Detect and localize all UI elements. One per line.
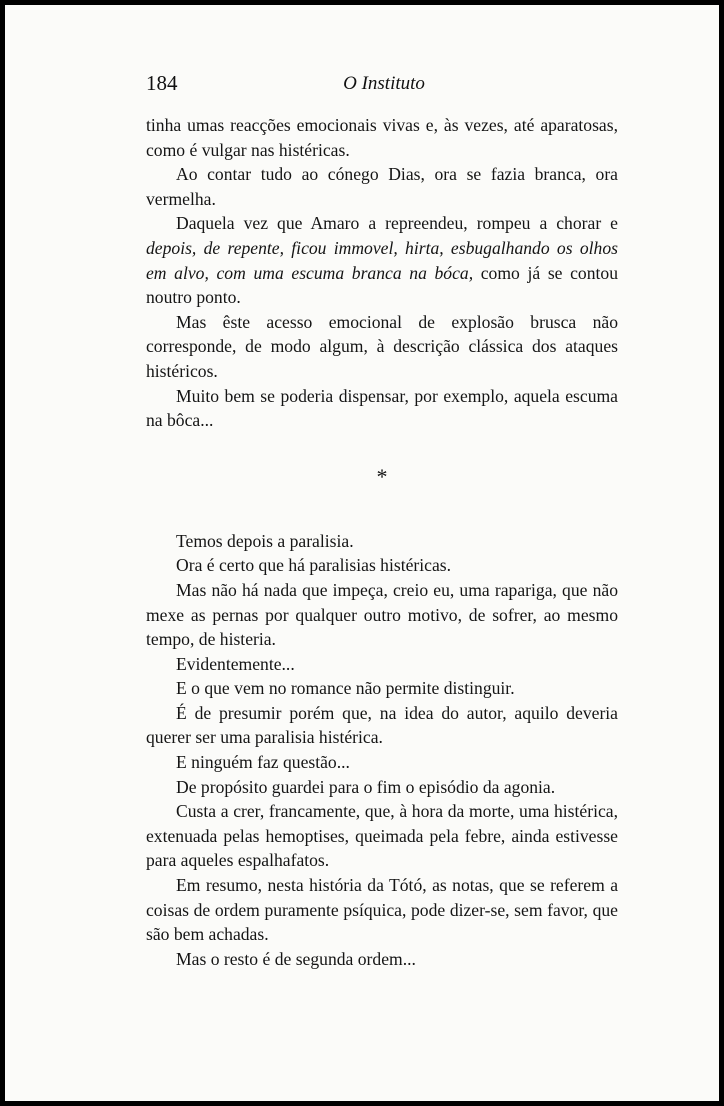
paragraph: De propósito guardei para o fim o episódio da agonia. (176, 776, 556, 797)
paragraph-text: Daquela vez que Amaro a repreendeu, rompeu a chorar e (176, 213, 618, 234)
paragraph: Temos depois a paralisia. (176, 530, 354, 551)
paragraph: É de presumir porém que, na idea do autor, aquilo deveria querer ser uma paralisia histérica. (146, 702, 618, 748)
italic-quote: depois, de repente, ficou immovel, hirta, esbugalhando os olhos em alvo, com uma escuma branca na bóca, (146, 237, 618, 283)
body-text (146, 113, 618, 971)
paragraph: Mas o resto é de segunda ordem... (176, 948, 416, 969)
paragraph: E ninguém faz questão... (176, 752, 350, 773)
paragraph: E o que vem no romance não permite distinguir. (176, 678, 515, 699)
paragraph: Ao contar tudo ao cónego Dias, ora se fazia branca, ora vermelha. (146, 164, 618, 209)
paragraph-text: como já se contou noutro ponto. (146, 262, 618, 308)
paragraph: Muito bem se poderia dispensar, por exemplo, aquela escuma na bôca... (146, 385, 618, 431)
paragraph: Mas êste acesso emocional de explosão brusca não corresponde, de modo algum, à descrição clássica dos ataques histéricos. (146, 311, 618, 381)
paragraph: Custa a crer, francamente, que, à hora da morte, uma histérica, extenuada pelas hemoptises, queimada pela febre, ainda estivesse para aqueles espalhafatos. (146, 801, 618, 871)
running-title: O Instituto (343, 73, 425, 94)
page-header (146, 71, 622, 97)
paragraph: Evidentemente... (176, 653, 295, 674)
page-number: 184 (146, 71, 178, 95)
paragraph: Mas não há nada que impeça, creio eu, uma rapariga, que não mexe as pernas por qualquer outro motivo, de sofrer, ao mesmo tempo, de histeria. (146, 579, 618, 650)
book-page (5, 5, 719, 1101)
paragraph: Em resumo, nesta história da Tótó, as notas, que se referem a coisas de ordem puramente psíquica, pode dizer-se, sem favor, que são bem achadas. (146, 875, 618, 945)
section-separator: * (376, 463, 388, 489)
paragraph: Ora é certo que há paralisias histéricas. (176, 555, 452, 576)
paragraph (146, 211, 618, 309)
paragraph: tinha umas reacções emocionais vivas e, às vezes, até aparatosas, como é vulgar nas histéricas. (146, 115, 618, 160)
